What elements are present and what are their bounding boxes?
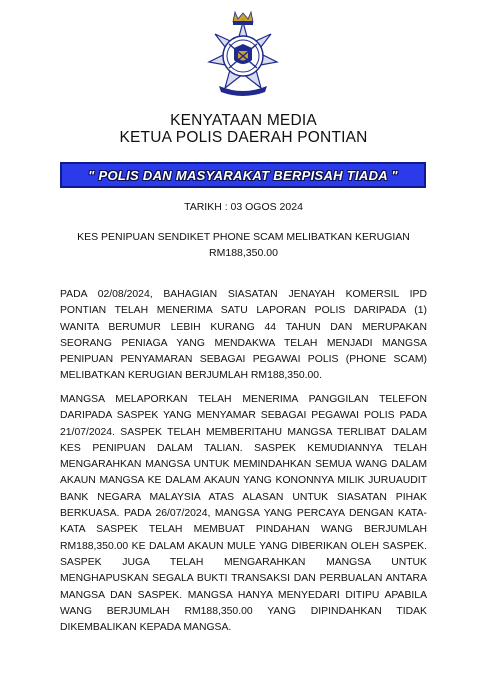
issuer-heading: KETUA POLIS DAERAH PONTIAN xyxy=(119,129,368,146)
subject-line-2: RM188,350.00 xyxy=(209,247,278,259)
motto-text: " POLIS DAN MASYARAKAT BERPISAH TIADA " xyxy=(88,167,398,183)
body-paragraph-1: PADA 02/08/2024, BAHAGIAN SIASATAN JENAYAH KOMERSIL IPD PONTIAN TELAH MENERIMA SATU LAPORAN POLIS DARIPADA (1) WANITA BERUMUR LEBIH KURANG 44 TAHUN DAN MERUPAKAN SEORANG PENIAGA YANG MENDAKWA TELAH MENJADI MANGSA PENIPUAN PENYAMARAN SEBAGAI PEGAWAI POLIS (PHONE SCAM) MELIBATKAN KERUGIAN BERJUMLAH RM188,350.00. xyxy=(60,289,427,382)
motto-banner xyxy=(60,162,426,188)
subject-title xyxy=(60,229,427,261)
release-date: TARIKH : 03 OGOS 2024 xyxy=(184,201,303,213)
police-crest-icon xyxy=(197,6,289,98)
release-type-heading: KENYATAAN MEDIA xyxy=(170,112,317,129)
subject-line-1: KES PENIPUAN SENDIKET PHONE SCAM MELIBATKAN KERUGIAN xyxy=(77,231,410,243)
body-paragraph-2: MANGSA MELAPORKAN TELAH MENERIMA PANGGILAN TELEFON DARIPADA SASPEK YANG MENYAMAR SEBAGAI PEGAWAI POLIS PADA 21/07/2024. SASPEK TELAH MEMBERITAHU MANGSA TERLIBAT DALAM KES PENIPUAN DALAM TALIAN. SASPEK KEMUDIANNYA TELAH MENGARAHKAN MANGSA UNTUK MEMINDAHKAN SEMUA WANG DALAM AKAUN MANGSA KE DALAM AKAUN YANG KONONNYA MILIK JURUAUDIT BANK NEGARA MALAYSIA ATAS ALASAN UNTUK SIASATAN PIHAK BERKUASA. PADA 26/07/2024, MANGSA YANG PERCAYA DENGAN KATA-KATA SASPEK TELAH MEMBUAT PINDAHAN WANG BERJUMLAH RM188,350.00 KE DALAM AKAUN MULE YANG DIBERIKAN OLEH SASPEK. SASPEK JUGA TELAH MENGARAHKAN MANGSA UNTUK MENGHAPUSKAN SEGALA BUKTI TRANSAKSI DAN PERBUALAN ANTARA MANGSA DAN SASPEK. MANGSA HANYA MENYEDARI DITIPU APABILA WANG BERJUMLAH RM188,350.00 YANG DIPINDAHKAN TIDAK DIKEMBALIKAN KEPADA MANGSA. xyxy=(60,394,427,634)
